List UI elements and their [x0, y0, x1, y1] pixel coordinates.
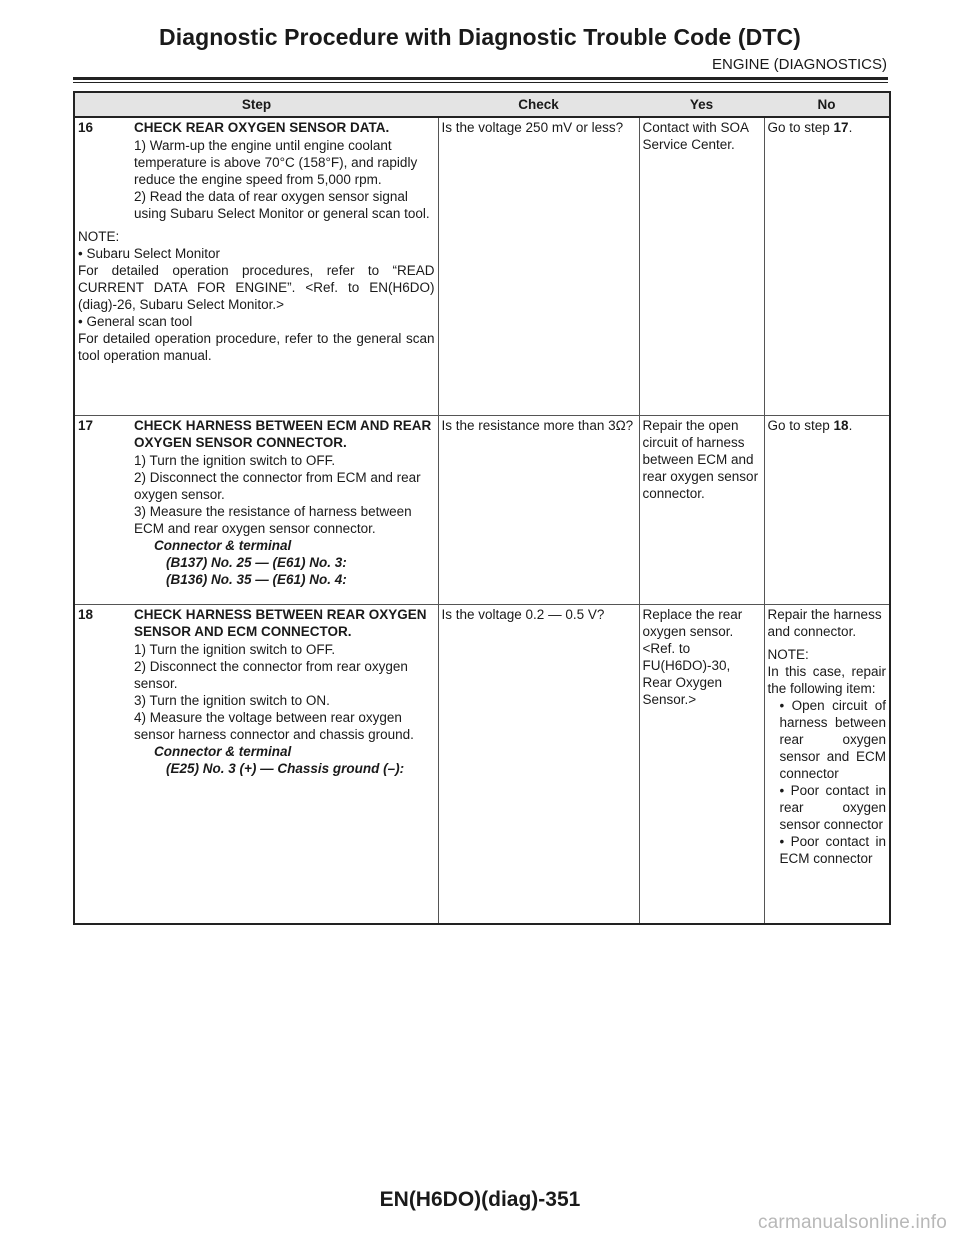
no-action-suffix: . — [848, 120, 853, 135]
connector-terminal-label: Connector & terminal — [154, 537, 292, 553]
step-instruction: 3) Turn the ignition switch to ON. — [134, 692, 330, 708]
step-instruction: 3) Measure the resistance of harness between ECM and rear oxygen sensor connector. — [134, 503, 412, 536]
step-instruction: 2) Disconnect the connector from ECM and rear oxygen sensor. — [134, 469, 421, 502]
step-title: CHECK HARNESS BETWEEN REAR OXYGEN SENSOR AND ECM CONNECTOR. — [134, 606, 427, 639]
note-text: For detailed operation procedure, refer to the general scan tool operation manual. — [78, 331, 435, 363]
no-cell — [764, 415, 890, 604]
step-instruction: 1) Warm-up the engine until engine coolant temperature is above 70°C (158°F), and rapidly reduce the engine speed from 5,000 rpm. — [134, 138, 418, 187]
yes-cell: Repair the open circuit of harness between ECM and rear oxygen sensor connector. — [639, 415, 764, 604]
page-number: EN(H6DO)(diag)-351 — [379, 1188, 581, 1211]
page-title: Diagnostic Procedure with Diagnostic Trouble Code (DTC) — [159, 24, 801, 50]
check-cell: Is the resistance more than 3Ω? — [438, 415, 639, 604]
column-header-no: No — [764, 92, 890, 117]
note-bullet: • Poor contact in ECM connector — [768, 833, 887, 867]
note-text: In this case, repair the following item: — [767, 663, 886, 696]
no-action: Repair the harness and connector. — [767, 606, 882, 639]
no-action-suffix: . — [848, 417, 853, 433]
connector-terminal-item: (E25) No. 3 (+) — Chassis ground (–): — [166, 760, 405, 776]
no-action: Go to step — [767, 417, 834, 433]
yes-cell: Replace the rear oxygen sensor. <Ref. to FU(H6DO)-30, Rear Oxygen Sensor.> — [639, 604, 764, 924]
diagnostic-procedure-table — [73, 91, 891, 925]
step-number: 16 — [78, 120, 94, 135]
watermark: carmanualsonline.info — [757, 1212, 947, 1233]
note-text: For detailed operation procedures, refer to “READ CURRENT DATA FOR ENGINE”. <Ref. to EN(H6DO)(diag)-26, Subaru Select Monitor.> — [78, 263, 435, 312]
note-bullet: • Subaru Select Monitor — [78, 245, 435, 262]
table-row — [74, 604, 890, 924]
no-cell — [764, 604, 890, 924]
step-title: CHECK REAR OXYGEN SENSOR DATA. — [134, 120, 390, 135]
check-cell: Is the voltage 0.2 — 0.5 V? — [438, 604, 639, 924]
no-cell — [764, 117, 890, 415]
step-reference: 18 — [833, 417, 849, 433]
step-instruction: 2) Disconnect the connector from rear oxygen sensor. — [134, 658, 408, 691]
step-cell — [74, 415, 438, 604]
table-row — [74, 117, 890, 415]
section-title: ENGINE (DIAGNOSTICS) — [711, 56, 887, 73]
note-bullet: • General scan tool — [78, 313, 435, 330]
column-header-step: Step — [74, 92, 438, 117]
connector-terminal-label: Connector & terminal — [154, 743, 292, 759]
step-reference: 17 — [833, 120, 849, 135]
check-cell: Is the voltage 250 mV or less? — [438, 117, 639, 415]
step-title: CHECK HARNESS BETWEEN ECM AND REAR OXYGEN SENSOR CONNECTOR. — [134, 417, 432, 450]
note-bullet: • Open circuit of harness between rear oxygen sensor and ECM connector — [768, 697, 887, 782]
table-row — [74, 415, 890, 604]
note-label: NOTE: — [767, 646, 809, 662]
header-rule-thin — [73, 82, 888, 83]
no-action: Go to step — [767, 120, 834, 135]
step-instruction: 1) Turn the ignition switch to OFF. — [134, 452, 336, 468]
connector-terminal-item: (B136) No. 35 — (E61) No. 4: — [166, 571, 347, 587]
yes-cell: Contact with SOA Service Center. — [639, 117, 764, 415]
step-cell — [74, 604, 438, 924]
step-cell — [74, 117, 438, 415]
note-label: NOTE: — [78, 229, 120, 244]
step-instruction: 4) Measure the voltage between rear oxygen sensor harness connector and chassis ground. — [134, 709, 414, 742]
step-instruction: 2) Read the data of rear oxygen sensor signal using Subaru Select Monitor or general scan tool. — [134, 189, 430, 221]
step-number: 17 — [78, 417, 94, 433]
column-header-yes: Yes — [639, 92, 764, 117]
step-number: 18 — [78, 606, 94, 622]
connector-terminal-item: (B137) No. 25 — (E61) No. 3: — [166, 554, 347, 570]
step-instruction: 1) Turn the ignition switch to OFF. — [134, 641, 336, 657]
note-bullet: • Poor contact in rear oxygen sensor connector — [768, 782, 887, 833]
table-header-row — [74, 92, 890, 117]
column-header-check: Check — [438, 92, 639, 117]
header-rule-thick — [73, 77, 888, 80]
